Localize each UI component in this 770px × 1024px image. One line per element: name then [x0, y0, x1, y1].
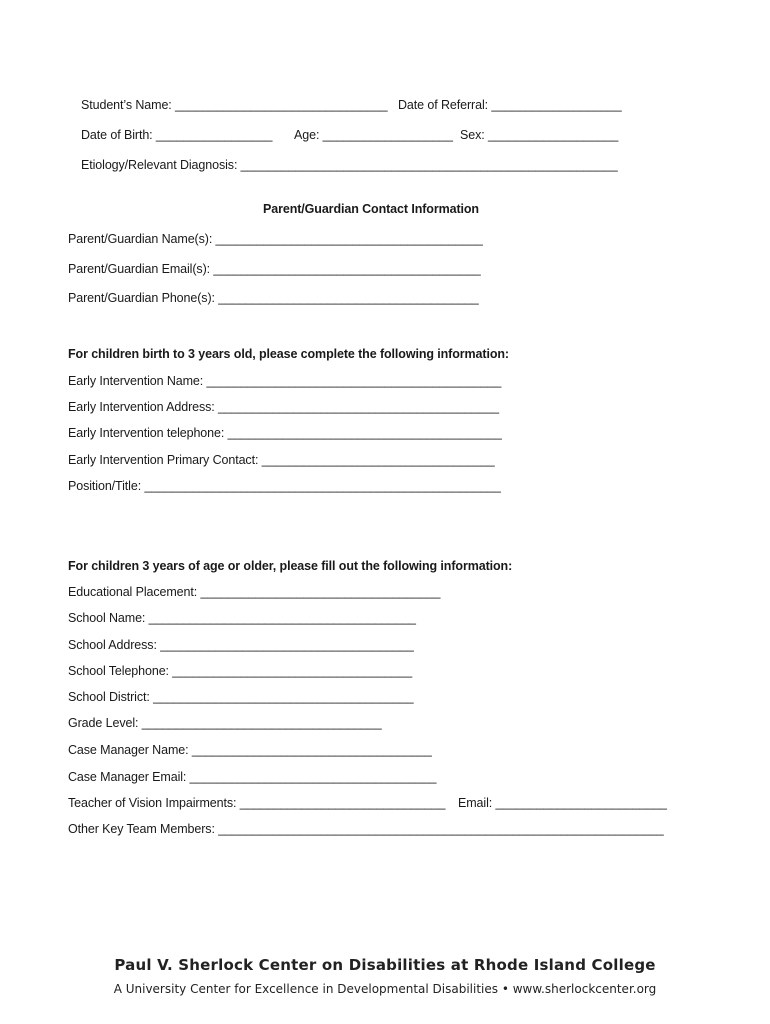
school-telephone-field[interactable]: School Telephone: ___________________________________ — [68, 664, 413, 678]
other-team-members-field[interactable]: Other Key Team Members: _________________________________________________________________ — [68, 822, 664, 836]
parent-section-heading: Parent/Guardian Contact Information — [263, 202, 479, 216]
school-address-field[interactable]: School Address: _____________________________________ — [68, 638, 414, 652]
case-manager-email-field[interactable]: Case Manager Email: ____________________________________ — [68, 770, 437, 784]
date-of-referral-field[interactable]: Date of Referral: ___________________ — [398, 98, 622, 112]
case-manager-name-field[interactable]: Case Manager Name: ___________________________________ — [68, 743, 432, 757]
early-intervention-address-field[interactable]: Early Intervention Address: _________________________________________ — [68, 400, 499, 414]
school-section-heading: For children 3 years of age or older, please fill out the following information: — [68, 559, 513, 573]
educational-placement-field[interactable]: Educational Placement: ___________________________________ — [68, 585, 441, 599]
tvi-field[interactable]: Teacher of Vision Impairments: ______________________________ — [68, 796, 446, 810]
parent-names-field[interactable]: Parent/Guardian Name(s): _______________________________________ — [68, 232, 483, 246]
early-intervention-contact-field[interactable]: Early Intervention Primary Contact: __________________________________ — [68, 453, 495, 467]
etiology-field[interactable]: Etiology/Relevant Diagnosis: _______________________________________________________ — [81, 158, 618, 172]
age-field[interactable]: Age: ___________________ — [294, 128, 453, 142]
sex-field[interactable]: Sex: ___________________ — [460, 128, 619, 142]
early-intervention-heading: For children birth to 3 years old, please complete the following information: — [68, 347, 509, 361]
grade-level-field[interactable]: Grade Level: ___________________________________ — [68, 716, 382, 730]
tvi-email-field[interactable]: Email: _________________________ — [458, 796, 667, 810]
school-district-field[interactable]: School District: ______________________________________ — [68, 690, 414, 704]
date-of-birth-field[interactable]: Date of Birth: _________________ — [81, 128, 273, 142]
parent-phones-field[interactable]: Parent/Guardian Phone(s): ______________________________________ — [68, 291, 479, 305]
footer-subtitle: A University Center for Excellence in Developmental Disabilities • www.sherlockcenter.org — [113, 982, 657, 996]
early-intervention-name-field[interactable]: Early Intervention Name: ___________________________________________ — [68, 374, 502, 388]
footer-title: Paul V. Sherlock Center on Disabilities at Rhode Island College — [114, 956, 656, 974]
student-name-field[interactable]: Student’s Name: _______________________________ — [81, 98, 388, 112]
position-title-field[interactable]: Position/Title: ____________________________________________________ — [68, 479, 501, 493]
early-intervention-telephone-field[interactable]: Early Intervention telephone: ________________________________________ — [68, 426, 502, 440]
school-name-field[interactable]: School Name: _______________________________________ — [68, 611, 416, 625]
parent-emails-field[interactable]: Parent/Guardian Email(s): _______________________________________ — [68, 262, 481, 276]
